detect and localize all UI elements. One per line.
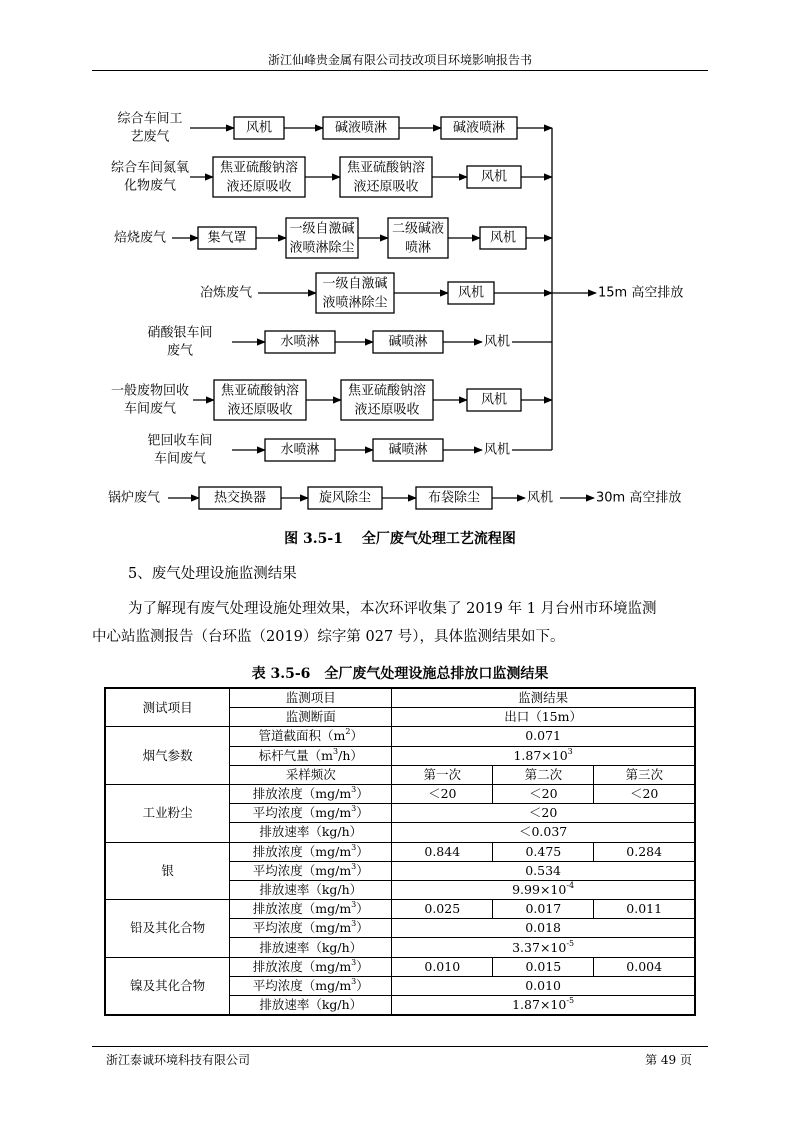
- flow-process-label: 布袋除尘: [427, 490, 481, 506]
- sampling-freq-label: 采样频次: [230, 765, 392, 784]
- emission-rate-value: $9.99\times 10^{-4}$: [392, 880, 695, 899]
- table-row: [105, 784, 695, 803]
- emission-rate-label: 排放速率（kg/h）: [230, 996, 392, 1016]
- flow-tail-label: 风机: [527, 490, 554, 506]
- flow-process-label: 旋风除尘: [318, 490, 372, 506]
- pollutant-name: 工业粉尘: [105, 784, 230, 842]
- table-row: [105, 900, 695, 919]
- monitor-item-header: 监测项目: [230, 688, 392, 708]
- flow-process-label: 一级自激碱: [289, 221, 355, 237]
- flow-source-label: 冶炼废气: [199, 285, 253, 301]
- flow-process-label: 风机: [245, 120, 273, 136]
- monitor-section-label: 监测断面: [230, 708, 392, 727]
- flow-process-label: 焦亚硫酸钠溶: [220, 383, 300, 399]
- emission-conc-value: 0.475: [493, 842, 594, 861]
- avg-conc-value: 0.018: [392, 919, 695, 938]
- flow-process-label: 液还原吸收: [353, 179, 419, 195]
- flow-source-label: 钯回收车间: [147, 433, 213, 449]
- flow-process-label: 碱液喷淋: [334, 120, 388, 136]
- emission-rate-label: 排放速率（kg/h）: [230, 880, 392, 899]
- table-row: [105, 688, 695, 708]
- flow-process-label: 二级碱液: [391, 221, 445, 237]
- monitor-result-header: 监测结果: [392, 688, 695, 708]
- footer-page-number: 第 49 页: [645, 1053, 692, 1067]
- flow-source-label: 焙烧废气: [113, 230, 167, 246]
- avg-conc-value: ＜20: [392, 804, 695, 823]
- figure-caption: 图 3.5-1 全厂废气处理工艺流程图: [284, 531, 516, 547]
- flow-source-label: 锅炉废气: [107, 490, 161, 506]
- table-row: [105, 957, 695, 976]
- flow-source-label: 综合车间氮氧: [110, 160, 190, 176]
- emission-rate-label: 排放速率（kg/h）: [230, 823, 392, 842]
- emission-conc-value: 0.010: [392, 957, 493, 976]
- flow-process-label: 液还原吸收: [227, 402, 293, 418]
- paragraph-line-2: 中心站监测报告（台环监（2019）综字第 027 号），具体监测结果如下。: [92, 629, 565, 645]
- avg-conc-label: 平均浓度$(mg/m^3)$: [230, 861, 392, 880]
- flow-process-label: 焦亚硫酸钠溶: [347, 383, 427, 399]
- emission-conc-value: 0.025: [392, 900, 493, 919]
- pollutant-name: 铅及其化合物: [105, 900, 230, 958]
- run-1-header: 第一次: [392, 765, 493, 784]
- outlet-30m-label: 30m 高空排放: [596, 490, 682, 506]
- flow-source-label: 化物废气: [123, 178, 177, 194]
- emission-conc-label: 排放浓度$(mg/m^3)$: [230, 784, 392, 803]
- emission-rate-value: $3.37\times 10^{-5}$: [392, 938, 695, 957]
- avg-conc-label: 平均浓度$(mg/m^3)$: [230, 976, 392, 995]
- emission-conc-value: ＜20: [493, 784, 594, 803]
- avg-conc-label: 平均浓度$(mg/m^3)$: [230, 919, 392, 938]
- emission-conc-value: ＜20: [594, 784, 695, 803]
- flow-process-label: 风机: [489, 230, 517, 246]
- flow-process-label: 焦亚硫酸钠溶: [346, 160, 426, 176]
- std-flow-label: 标杆气量$(m^3/h)$: [230, 746, 392, 765]
- run-3-header: 第三次: [594, 765, 695, 784]
- paragraph-line-1: 为了解现有废气处理设施处理效果，本次环评收集了 2019 年 1 月台州市环境监测: [128, 601, 657, 617]
- outlet-value: 出口（15m）: [392, 708, 695, 727]
- emission-conc-value: 0.844: [392, 842, 493, 861]
- avg-conc-value: 0.534: [392, 861, 695, 880]
- flow-process-label: 水喷淋: [280, 442, 320, 458]
- footer-divider: [92, 1046, 708, 1047]
- duct-area-label: 管道截面积$(m^2)$: [230, 727, 392, 746]
- flow-process-label: 碱喷淋: [388, 334, 428, 350]
- flow-source-label: 硝酸银车间: [147, 325, 213, 341]
- avg-conc-label: 平均浓度$(mg/m^3)$: [230, 804, 392, 823]
- avg-conc-value: 0.010: [392, 976, 695, 995]
- page-header: 浙江仙峰贵金属有限公司技改项目环境影响报告书: [267, 53, 532, 67]
- flow-tail-label: 风机: [484, 334, 511, 350]
- flow-process-label: 液还原吸收: [354, 402, 420, 418]
- emission-conc-value: 0.011: [594, 900, 695, 919]
- emission-conc-label: 排放浓度$(mg/m^3)$: [230, 957, 392, 976]
- flow-process-label: 喷淋: [404, 240, 432, 256]
- emission-conc-value: 0.015: [493, 957, 594, 976]
- emission-conc-label: 排放浓度$(mg/m^3)$: [230, 900, 392, 919]
- flow-source-label: 车间废气: [123, 401, 177, 417]
- flow-source-label: 艺废气: [130, 129, 170, 145]
- flue-gas-params-label: 烟气参数: [105, 727, 230, 785]
- test-item-header: 测试项目: [105, 688, 230, 727]
- flow-source-label: 车间废气: [153, 451, 207, 467]
- table-row: [105, 727, 695, 746]
- emission-rate-label: 排放速率（kg/h）: [230, 938, 392, 957]
- emission-conc-label: 排放浓度$(mg/m^3)$: [230, 842, 392, 861]
- emission-conc-value: 0.004: [594, 957, 695, 976]
- emission-rate-value: ＜0.037: [392, 823, 695, 842]
- flow-process-label: 风机: [480, 392, 508, 408]
- table-title: 表 3.5-6 全厂废气处理设施总排放口监测结果: [251, 666, 549, 682]
- flow-tail-label: 风机: [484, 442, 511, 458]
- flow-process-label: 风机: [480, 169, 508, 185]
- std-flow-value: $1.87\times 10^3$: [392, 746, 695, 765]
- exhaust-gas-flowchart: [0, 0, 800, 520]
- flow-process-label: 液喷淋除尘: [322, 295, 388, 311]
- emission-conc-value: 0.017: [493, 900, 594, 919]
- emission-rate-value: $1.87\times 10^{-5}$: [392, 996, 695, 1016]
- flow-process-label: 一级自激碱: [322, 276, 388, 292]
- emission-conc-value: ＜20: [392, 784, 493, 803]
- flow-process-label: 碱喷淋: [388, 442, 428, 458]
- flow-source-label: 一般废物回收: [110, 383, 190, 399]
- table-row: [105, 842, 695, 861]
- monitoring-results-table: [104, 687, 696, 1016]
- flow-process-label: 液喷淋除尘: [289, 240, 355, 256]
- flow-process-label: 焦亚硫酸钠溶: [219, 160, 299, 176]
- outlet-15m-label: 15m 高空排放: [598, 285, 684, 301]
- section-heading: 5、废气处理设施监测结果: [128, 566, 297, 582]
- flow-process-label: 液还原吸收: [226, 179, 292, 195]
- flow-source-label: 综合车间工: [117, 111, 183, 127]
- flow-process-label: 碱液喷淋: [452, 120, 506, 136]
- duct-area-value: 0.071: [392, 727, 695, 746]
- footer-company: 浙江泰诚环境科技有限公司: [106, 1053, 251, 1067]
- flow-process-label: 集气罩: [207, 230, 247, 246]
- flow-process-label: 风机: [457, 285, 485, 301]
- emission-conc-value: 0.284: [594, 842, 695, 861]
- pollutant-name: 镍及其化合物: [105, 957, 230, 1015]
- flow-process-label: 水喷淋: [280, 334, 320, 350]
- pollutant-name: 银: [105, 842, 230, 900]
- flow-source-label: 废气: [166, 343, 194, 359]
- run-2-header: 第二次: [493, 765, 594, 784]
- flow-process-label: 热交换器: [213, 490, 267, 506]
